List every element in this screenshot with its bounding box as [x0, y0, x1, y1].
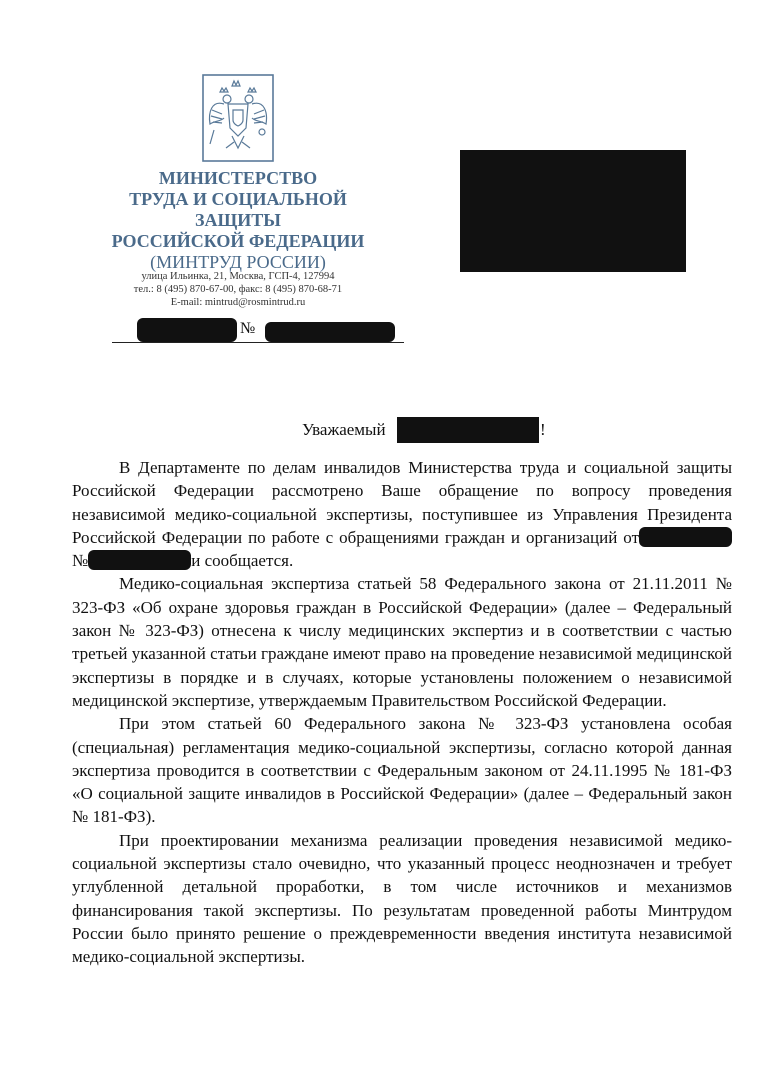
recipient-redaction	[460, 150, 686, 272]
contact-block	[100, 270, 376, 309]
org-line: МИНИСТЕРСТВО	[158, 168, 318, 188]
paragraph: При проектировании механизма реализации проведения независимой медико-социальной экспертизы стало очевидно, что указанный процесс неоднозначен и требует углубленной детальной проработки, в том числе источников и механизмов финансирования такой экспертизы. По результатам проведенной работы Минтрудом России было принято решение о преждевременности введения института независимой медико-социальной экспертизы.	[72, 830, 732, 967]
greeting-suffix: !	[540, 420, 546, 439]
coat-of-arms-emblem	[200, 72, 276, 164]
email: E-mail: mintrud@rosmintrud.ru	[170, 297, 306, 308]
address: улица Ильинка, 21, Москва, ГСП-4, 127994	[141, 271, 335, 282]
date-inline-redaction	[639, 527, 732, 547]
paragraph: Медико-социальная экспертиза статьей 58 Федерального закона от 21.11.2011 № 323-ФЗ «Об охране здоровья граждан в Российской Федерации» (далее – Федеральный закон № 323-ФЗ) отнесена к числу медицинских экспертиз и в соответствии с частью третьей указанной статьи граждане имеют право на проведение независимой медицинской экспертизы в порядке и в случаях, которые установлены положением о независимой медицинской экспертизе, утверждаемым Правительством Российской Федерации.	[72, 574, 732, 710]
letter-body	[72, 456, 732, 969]
number-sign: №	[72, 551, 89, 571]
reference-underline	[112, 342, 404, 343]
organization-name	[100, 168, 376, 273]
paragraph	[72, 456, 732, 572]
paragraph: При этом статьей 60 Федерального закона № 323-ФЗ установлена особая (специальная) регламентация медико-социальной экспертизы, согласно которой данная экспертиза проводится в соответствии с Федеральным законом от 24.11.1995 № 181-ФЗ «О социальной защите инвалидов в Российской Федерации» (далее – Федеральный закон № 181-ФЗ).	[72, 714, 732, 827]
greeting-prefix: Уважаемый	[302, 420, 386, 439]
org-line: ЗАЩИТЫ	[195, 210, 281, 230]
org-abbreviation: (МИНТРУД РОССИИ)	[150, 252, 326, 272]
addressee-name-redaction	[397, 417, 539, 443]
reference-number-sign: №	[240, 320, 256, 337]
phones: тел.: 8 (495) 870-67-00, факс: 8 (495) 870-68-71	[133, 284, 343, 295]
paragraph-text: В Департаменте по делам инвалидов Министерства труда и социальной защиты Российской Федерации рассмотрено Ваше обращение по вопросу проведения независимой медико-социальной экспертизы, поступившее из Управления Президента Российской Федерации по работе с обращениями граждан и организаций от	[72, 458, 732, 547]
reference-number-redaction	[265, 322, 395, 342]
org-line: РОССИЙСКОЙ ФЕДЕРАЦИИ	[111, 231, 365, 251]
org-line: ТРУДА И СОЦИАЛЬНОЙ	[129, 189, 347, 209]
date-redaction	[137, 318, 237, 342]
number-inline-redaction	[88, 550, 191, 570]
paragraph-text: и сообщается.	[191, 551, 294, 571]
